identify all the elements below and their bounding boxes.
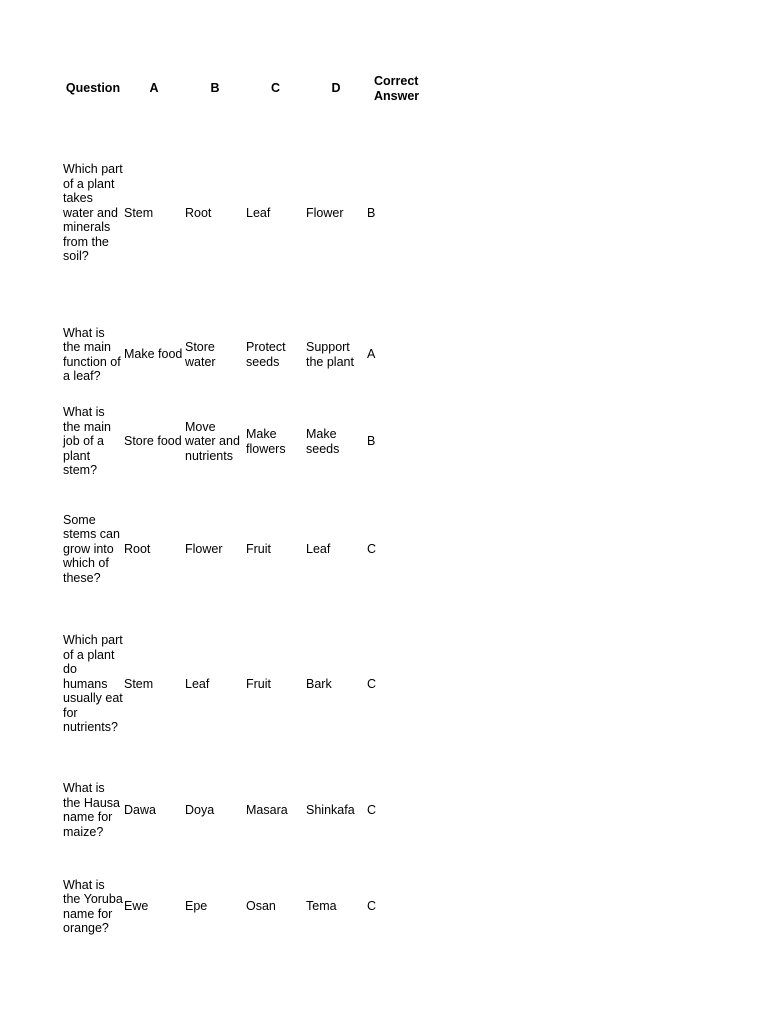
option-c-cell: Leaf [246,205,271,220]
table-row [62,394,426,489]
question-cell: What is the Hausa name for maize? [63,781,120,839]
question-cell: Some stems can grow into which of these? [63,512,120,585]
question-cell: What is the main job of a plant stem? [63,405,111,478]
option-b-cell: Epe [185,899,208,914]
correct-answer-cell: B [367,205,376,220]
correct-answer-cell: B [367,434,376,449]
option-a-cell: Stem [124,205,154,220]
question-cell: Which part of a plant takes water and minerals from the soil? [63,162,123,264]
option-c-cell: Fruit [246,541,271,556]
option-b-cell: Store water [185,340,216,369]
option-d-cell: Shinkafa [306,802,355,817]
table-row [62,111,426,315]
header-option-a: A [149,81,159,96]
correct-answer-cell: C [367,676,377,691]
question-cell: What is the main function of a leaf? [63,325,121,383]
header-option-b: B [210,81,220,96]
option-c-cell: Osan [246,899,276,914]
option-d-cell: Support the plant [306,340,354,369]
correct-answer-cell: C [367,899,377,914]
header-row [62,66,426,111]
table-row [62,315,426,394]
header-option-c: C [270,81,281,96]
option-c-cell: Masara [246,802,288,817]
option-a-cell: Stem [124,676,154,691]
table-row [62,489,426,609]
question-cell: Which part of a plant do humans usually eat for nutrients? [63,633,123,735]
option-c-cell: Protect seeds [246,340,286,369]
header-question: Question [65,81,121,96]
table-row [62,609,426,759]
option-b-cell: Flower [185,541,223,556]
option-c-cell: Fruit [246,676,271,691]
question-cell: What is the Yoruba name for orange? [63,877,123,935]
option-b-cell: Move water and nutrients [185,419,240,463]
option-b-cell: Doya [185,802,215,817]
option-d-cell: Flower [306,205,344,220]
header-option-d: D [331,81,341,96]
option-a-cell: Dawa [124,802,156,817]
option-a-cell: Root [124,541,151,556]
correct-answer-cell: C [367,802,377,817]
option-b-cell: Root [185,205,212,220]
option-a-cell: Store food [124,434,182,449]
table-row [62,861,426,952]
correct-answer-cell: A [367,347,376,362]
correct-answer-cell: C [367,541,377,556]
option-d-cell: Bark [306,676,332,691]
option-d-cell: Tema [306,899,337,914]
option-a-cell: Make food [124,347,183,362]
quiz-table [62,66,426,952]
table-row [62,759,426,861]
option-c-cell: Make flowers [246,427,286,456]
option-b-cell: Leaf [185,676,210,691]
option-a-cell: Ewe [124,899,149,914]
header-correct-answer: Correct Answer [374,74,420,103]
option-d-cell: Leaf [306,541,331,556]
option-d-cell: Make seeds [306,427,340,456]
